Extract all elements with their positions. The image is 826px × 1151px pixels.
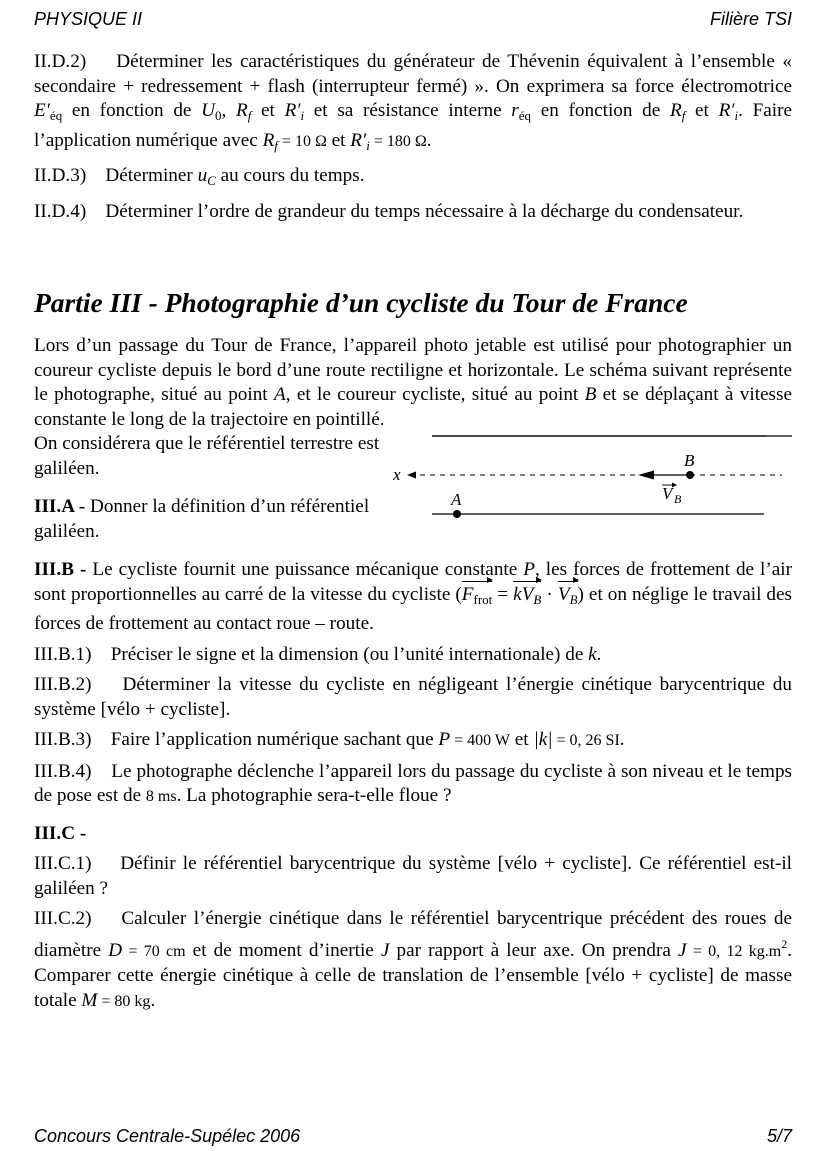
text: Déterminer la vitesse du cycliste en négligeant l’énergie cinétique barycentrique du système [vélo + cycliste].: [34, 674, 792, 720]
text: . Comparer cette énergie cinétique à celle de translation de l’ensemble [vélo + cycliste] de masse totale: [34, 939, 792, 1011]
math-sub: 0: [214, 108, 222, 123]
math-ri: R′: [350, 129, 367, 151]
question-iiib4: [34, 760, 792, 810]
math-j: J: [380, 939, 390, 961]
text: au cours du temps.: [215, 165, 365, 186]
text: . La photographie sera-t-elle floue ?: [176, 785, 452, 806]
math-sub: frot: [473, 591, 493, 607]
question-iid2: [34, 50, 792, 158]
math-value: 8 ms: [145, 788, 177, 805]
point-a-label: A: [451, 490, 462, 509]
point-b: [686, 471, 694, 479]
point-a: [453, 510, 461, 518]
question-number: III.C.1): [34, 853, 92, 874]
math-k: k: [588, 643, 597, 665]
math-j: J: [677, 939, 687, 961]
note-and-figure: [34, 432, 792, 544]
math-p: P: [438, 729, 451, 750]
text: Donner la définition d’un référentiel galiléen.: [34, 496, 370, 542]
road-diagram: [390, 432, 792, 528]
vector-vb: [558, 583, 578, 613]
text: ) et on néglige le travail des forces de frottement au contact roue – route.: [34, 583, 793, 634]
math-value: = 0, 26 SI: [552, 732, 620, 749]
point-b-label: B: [684, 451, 695, 470]
text: .: [596, 643, 602, 665]
question-iiib2: [34, 673, 792, 722]
question-number: III.C.2): [34, 908, 92, 929]
math-value: = 70 cm: [122, 942, 186, 960]
question-iid4: [34, 200, 792, 225]
text: Lors d’un passage du Tour de France, l’appareil photo jetable est utilisé pour photographier un coureur cycliste depuis le bord d’une route rectiligne et horizontale. Le schéma suivant représente le photographe, situé au point: [34, 335, 792, 405]
math-u0: U: [201, 100, 215, 121]
math-v: V: [557, 583, 570, 605]
question-iid3: [34, 164, 792, 194]
math-sub: i: [366, 137, 370, 153]
road-figure: [390, 432, 792, 528]
text: , les forces de frottement de l’air sont proportionnelles au carré de la vitesse du cycliste (: [34, 559, 793, 605]
question-iiia: [34, 495, 390, 544]
math-value: = 400 W: [450, 732, 510, 749]
math-sub: B: [533, 591, 542, 607]
galilean-note: On considérera que le référentiel terrestre est galiléen.: [34, 433, 380, 479]
text: .: [619, 729, 625, 750]
math-p: P: [523, 559, 535, 580]
question-iiic1: [34, 852, 792, 901]
question-label: III.C -: [34, 822, 87, 844]
math-ri: R′: [284, 100, 301, 121]
header-subject: PHYSIQUE II: [34, 9, 143, 29]
math-sub: B: [569, 591, 578, 607]
question-label: III.A -: [34, 496, 86, 517]
question-iiib: [34, 558, 792, 637]
footer-contest: Concours Centrale-Supélec 2006: [34, 1126, 301, 1146]
math-value: = 180 Ω: [369, 132, 427, 150]
question-number: III.B.2): [34, 674, 92, 695]
question-number: III.B.4): [34, 760, 92, 782]
text: Déterminer les caractéristiques du générateur de Thévenin équivalent à l’ensemble « secondaire + redressement + flash (interrupteur fermé) ». On exprimera sa force électromotrice: [34, 51, 793, 97]
question-iiic2: [34, 907, 792, 1014]
text: et: [509, 729, 534, 750]
math-sub: f: [274, 137, 278, 153]
velocity-label: V: [662, 484, 673, 503]
text: . Faire l’application numérique avec: [34, 100, 793, 151]
vector-k-vb: [513, 583, 541, 613]
text: et se déplaçant à vitesse constante le long de la trajectoire en pointillé.: [34, 384, 792, 430]
text: et: [326, 129, 351, 151]
math-a: A: [273, 384, 286, 405]
math-sub: i: [300, 108, 305, 123]
question-number: II.D.2): [34, 51, 87, 72]
math-rf: R: [262, 129, 275, 151]
question-number: III.B.3): [34, 729, 92, 750]
text: .: [426, 129, 432, 151]
section-iiic-heading: [34, 822, 792, 847]
math-sub: f: [247, 108, 252, 123]
question-iiib1: [34, 643, 792, 668]
math-value: = 80 kg: [97, 992, 151, 1010]
math-sub: i: [734, 108, 739, 123]
text: en fonction de: [531, 100, 670, 121]
question-label: III.B -: [34, 559, 87, 580]
question-iiib3: [34, 728, 792, 754]
text: , et le coureur cycliste, situé au point: [285, 384, 585, 405]
math-value: = 0, 12 kg.m: [686, 942, 782, 960]
math-k: kV: [513, 583, 534, 605]
math-uc: u: [197, 165, 208, 186]
question-number: II.D.3): [34, 165, 87, 186]
text: Déterminer: [105, 165, 198, 186]
part-title: Partie III - Photographie d’un cycliste du Tour de France: [34, 287, 688, 318]
text: en fonction de: [62, 100, 202, 121]
part-iii: [34, 286, 792, 1014]
question-number: II.D.4): [34, 200, 87, 222]
text: et sa résistance interne: [304, 100, 512, 121]
text: Définir le référentiel barycentrique du système [vélo + cycliste]. Ce référentiel est-il galiléen ?: [34, 853, 793, 899]
math-sub: éq: [518, 108, 532, 123]
math-value: = 10 Ω: [277, 132, 327, 150]
math-m: M: [81, 989, 98, 1011]
text: par rapport à leur axe. On prendra: [389, 939, 678, 961]
math-rf: R: [235, 100, 248, 121]
text: Préciser le signe et la dimension (ou l’unité internationale) de: [110, 643, 589, 665]
text: Calculer l’énergie cinétique dans le référentiel barycentrique précédent des roues de diamètre: [34, 908, 792, 961]
header-track: Filière TSI: [709, 9, 792, 29]
velocity-label-sub: B: [674, 492, 682, 506]
math-req: r: [511, 100, 519, 121]
math-b: B: [584, 384, 597, 405]
text: Déterminer l’ordre de grandeur du temps nécessaire à la décharge du condensateur.: [105, 200, 744, 222]
velocity-label-vector-arrow-icon: [672, 483, 677, 488]
text: Faire l’application numérique sachant que: [110, 729, 439, 750]
math-sub: f: [681, 108, 686, 123]
math-rf: R: [669, 100, 682, 121]
text: .: [150, 989, 156, 1011]
footer-page-number: 5/7: [766, 1126, 792, 1146]
text: =: [492, 583, 514, 605]
section-iid: [34, 50, 792, 224]
text: et: [251, 100, 285, 121]
text: Le photographe déclenche l’appareil lors du passage du cycliste à son niveau et le temps de pose est de: [34, 760, 793, 806]
text: ,: [221, 100, 236, 121]
text: et de moment d’inertie: [185, 939, 381, 961]
math-sub: C: [207, 173, 216, 188]
math-eeq: E′: [34, 100, 50, 121]
math-exponent: 2: [781, 936, 788, 951]
vector-f-frot: [462, 583, 493, 613]
velocity-arrow-icon: [638, 471, 654, 480]
left-column: [34, 432, 390, 544]
x-axis-arrow-icon: [407, 472, 416, 479]
question-number: III.B.1): [34, 643, 92, 665]
text: ·: [541, 583, 558, 605]
math-sub: éq: [49, 108, 63, 123]
x-axis-label: x: [393, 465, 401, 484]
text: Le cycliste fournit une puissance mécanique constante: [86, 559, 524, 580]
text: et: [685, 100, 719, 121]
math-k: |k|: [533, 729, 553, 750]
math-d: D: [108, 939, 123, 961]
intro-paragraph: [34, 334, 792, 432]
math-f: F: [461, 583, 474, 605]
math-ri: R′: [718, 100, 735, 121]
